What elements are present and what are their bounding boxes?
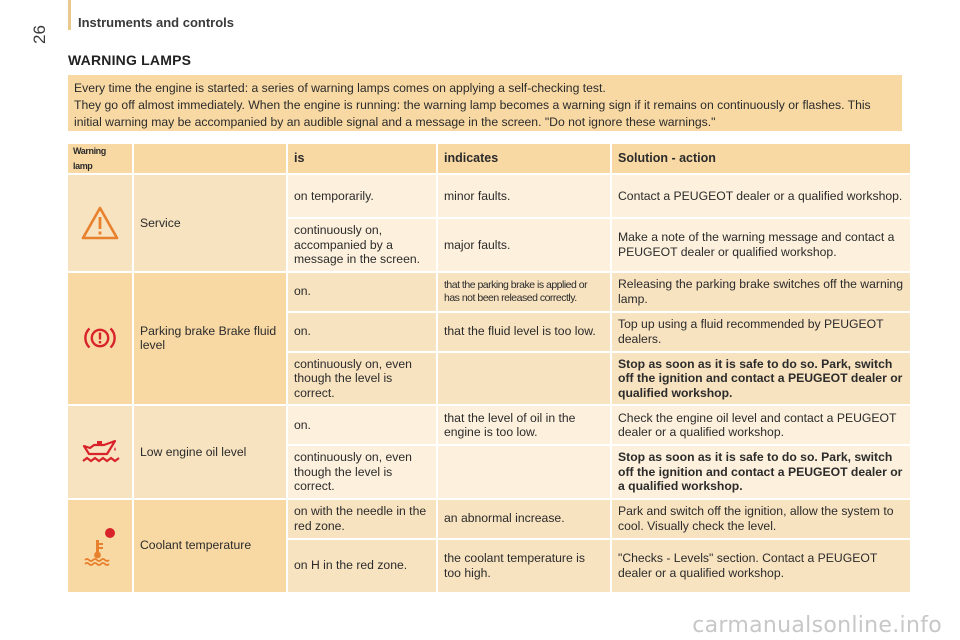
lamp-name: Low engine oil level xyxy=(134,406,286,498)
cell-indicates: that the fluid level is too low. xyxy=(438,313,610,351)
table-row xyxy=(68,406,910,444)
cell-is: continuously on, even though the level is correct. xyxy=(288,446,436,498)
cell-indicates: major faults. xyxy=(438,219,610,271)
lamp-name: Service xyxy=(134,175,286,271)
brake-warning-icon xyxy=(83,324,117,352)
intro-box xyxy=(68,75,902,131)
oil-level-icon xyxy=(80,437,120,467)
cell-indicates: the coolant temperature is too high. xyxy=(438,540,610,592)
intro-line-1: Every time the engine is started: a series of warning lamps comes on applying a self-checking test. xyxy=(74,81,606,95)
watermark: carmanualsonline.info xyxy=(692,613,942,638)
oil-lamp-cell xyxy=(68,406,132,498)
lamp-name: Parking brake Brake fluid level xyxy=(134,273,286,405)
cell-indicates: minor faults. xyxy=(438,175,610,217)
table-row xyxy=(68,500,910,538)
cell-indicates xyxy=(438,353,610,405)
cell-is: continuously on, accompanied by a message in the screen. xyxy=(288,219,436,271)
section-marker xyxy=(68,0,71,30)
header-warning-lamp: Warning lamp xyxy=(68,144,132,173)
cell-is: on with the needle in the red zone. xyxy=(288,500,436,538)
cell-indicates: that the level of oil in the engine is too low. xyxy=(438,406,610,444)
cell-is: on temporarily. xyxy=(288,175,436,217)
cell-is: on. xyxy=(288,313,436,351)
cell-solution: Stop as soon as it is safe to do so. Park, switch off the ignition and contact a PEUGEOT dealer or qualified workshop. xyxy=(612,353,910,405)
page-title: WARNING LAMPS xyxy=(68,52,192,68)
header-indicates: indicates xyxy=(438,144,610,173)
table-row xyxy=(68,175,910,217)
service-warning-triangle-icon xyxy=(80,205,120,241)
cell-solution: Releasing the parking brake switches off the warning lamp. xyxy=(612,273,910,311)
service-lamp-cell xyxy=(68,175,132,271)
cell-indicates: an abnormal increase. xyxy=(438,500,610,538)
cell-solution: Top up using a fluid recommended by PEUGEOT dealers. xyxy=(612,313,910,351)
coolant-temperature-icon xyxy=(80,524,120,568)
section-title: Instruments and controls xyxy=(78,15,235,30)
header-solution: Solution - action xyxy=(612,144,910,173)
header-name xyxy=(134,144,286,173)
header-is: is xyxy=(288,144,436,173)
table-row xyxy=(68,273,910,311)
cell-solution: Make a note of the warning message and contact a PEUGEOT dealer or qualified workshop. xyxy=(612,219,910,271)
table-header-row xyxy=(68,144,910,173)
page-number: 26 xyxy=(30,25,49,44)
brake-lamp-cell xyxy=(68,273,132,405)
lamp-name: Coolant temperature xyxy=(134,500,286,592)
cell-solution: Park and switch off the ignition, allow the system to cool. Visually check the level. xyxy=(612,500,910,538)
warning-lamps-table xyxy=(66,142,912,594)
cell-is: on. xyxy=(288,273,436,311)
intro-line-2: They go off almost immediately. When the engine is running: the warning lamp becomes a warning sign if it remains on continuously or flashes. This initial warning may be accompanied by an audible signal and a message in the screen. "Do not ignore these warnings." xyxy=(74,98,871,129)
cell-solution: Stop as soon as it is safe to do so. Park, switch off the ignition and contact a PEUGEOT dealer or a qualified workshop. xyxy=(612,446,910,498)
cell-is: on H in the red zone. xyxy=(288,540,436,592)
cell-solution: "Checks - Levels" section. Contact a PEUGEOT dealer or a qualified workshop. xyxy=(612,540,910,592)
cell-solution: Contact a PEUGEOT dealer or a qualified workshop. xyxy=(612,175,910,217)
cell-indicates xyxy=(438,446,610,498)
cell-solution: Check the engine oil level and contact a PEUGEOT dealer or a qualified workshop. xyxy=(612,406,910,444)
cell-is: on. xyxy=(288,406,436,444)
cell-is: continuously on, even though the level is correct. xyxy=(288,353,436,405)
coolant-lamp-cell xyxy=(68,500,132,592)
cell-indicates: that the parking brake is applied or has not been released correctly. xyxy=(438,273,610,311)
